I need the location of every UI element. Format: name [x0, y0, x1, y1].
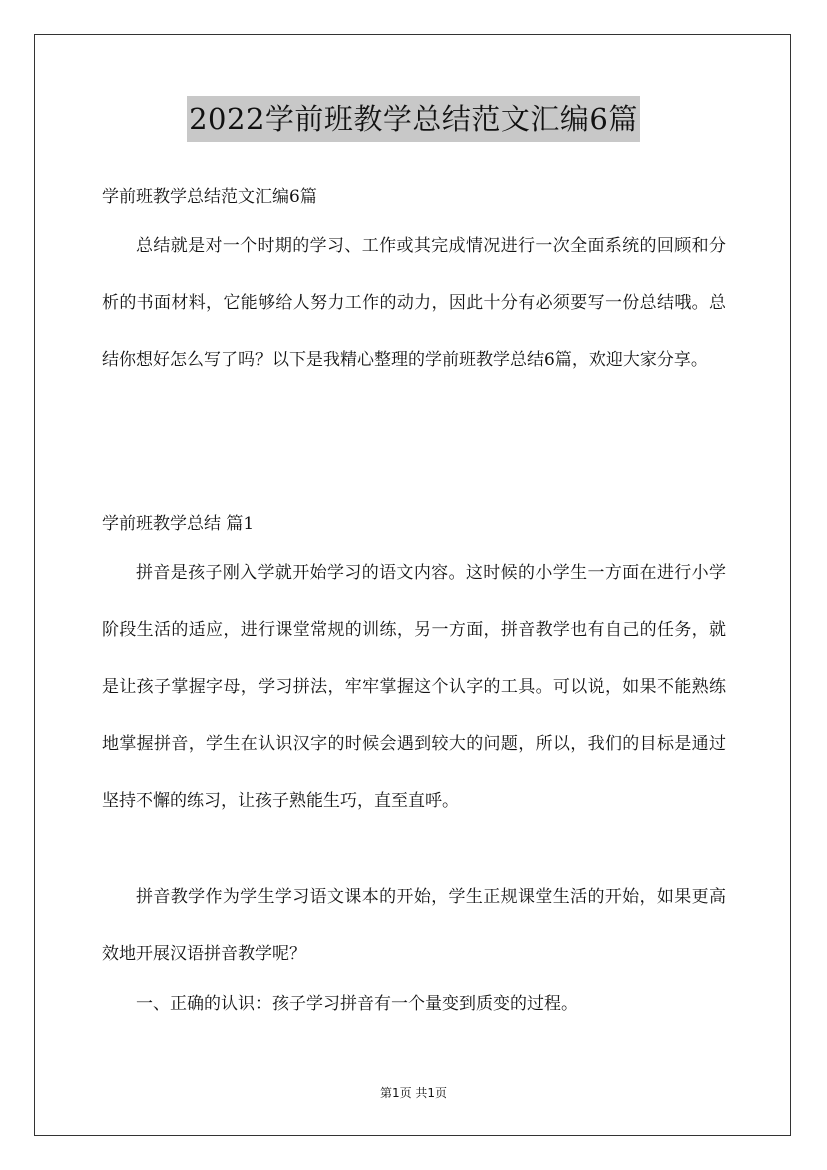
intro-paragraph: 总结就是对一个时期的学习、工作或其完成情况进行一次全面系统的回顾和分析的书面材料，它能够给人努力工作的动力，因此十分有必须要写一份总结哦。总结你想好怎么写了吗？以下是我精心整理的学前班教学总结6篇，欢迎大家分享。 — [102, 236, 726, 370]
body-paragraph-1: 拼音是孩子刚入学就开始学习的语文内容。这时候的小学生一方面在进行小学阶段生活的适应，进行课堂常规的训练，另一方面，拼音教学也有自己的任务，就是让孩子掌握字母，学习拼法，牢牢掌握这个认字的工具。可以说，如果不能熟练地掌握拼音，学生在认识汉字的时候会遇到较大的问题，所以，我们的目标是通过坚持不懈的练习，让孩子熟能生巧，直至直呼。 — [102, 563, 726, 811]
document-subtitle: 学前班教学总结范文汇编6篇 — [102, 187, 317, 207]
body-paragraph-2: 拼音教学作为学生学习语文课本的开始，学生正规课堂生活的开始，如果更高效地开展汉语拼音教学呢？ — [102, 887, 726, 964]
document-title: 2022学前班教学总结范文汇编6篇 — [187, 96, 640, 142]
section-heading: 学前班教学总结 篇1 — [102, 514, 255, 534]
page-footer: 第1页 共1页 — [379, 1086, 448, 1100]
body-paragraph-3: 一、正确的认识：孩子学习拼音有一个量变到质变的过程。 — [136, 994, 578, 1014]
title-container — [0, 96, 827, 142]
